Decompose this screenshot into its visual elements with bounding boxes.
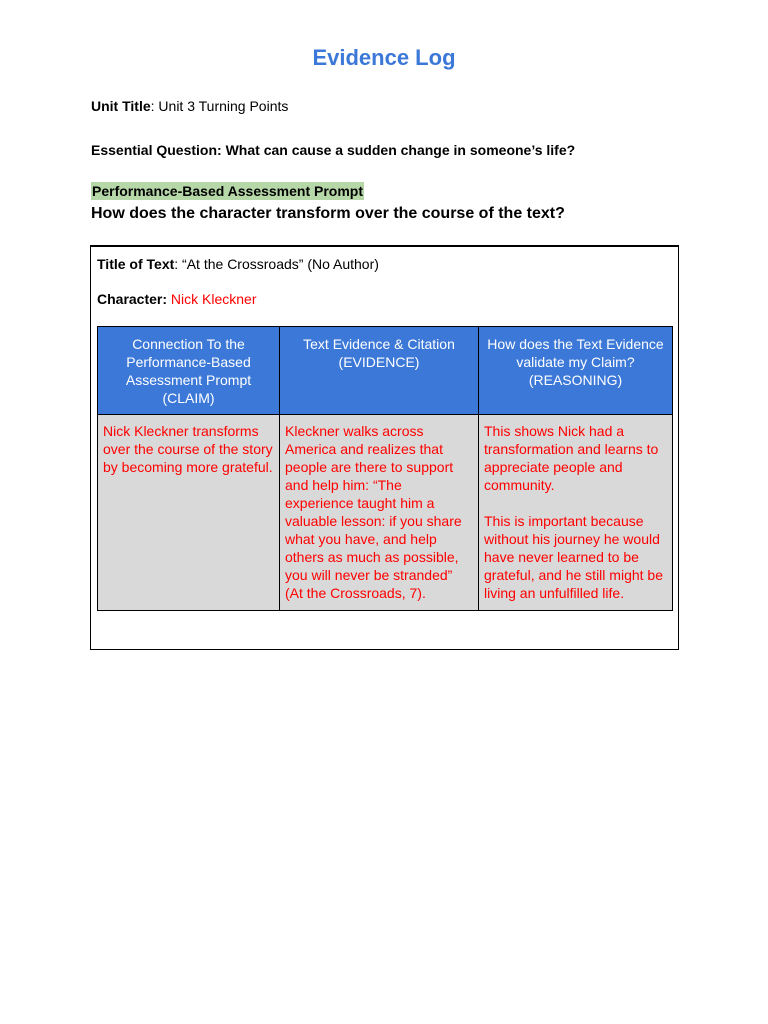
evidence-table — [97, 326, 673, 611]
unit-title-line — [91, 97, 288, 115]
claim-cell[interactable]: Nick Kleckner transforms over the course of the story by becoming more grateful. — [98, 415, 280, 611]
character-value: Nick Kleckner — [170, 291, 257, 307]
pba-label: Performance-Based Assessment Prompt — [92, 183, 364, 199]
evidence-cell[interactable]: Kleckner walks across America and realizes that people are there to support and help him: “The experience taught him a valuable lesson: if you share what you have, and help others as much as possible, you will never be stranded” (At the Crossroads, 7). — [280, 415, 479, 611]
unit-title-label: Unit Title — [91, 98, 151, 114]
reasoning-cell[interactable] — [479, 415, 673, 611]
title-of-text-value: : “At the Crossroads” (No Author) — [174, 256, 379, 272]
title-of-text-line — [97, 255, 379, 273]
claim-header: Connection To the Performance-Based Assessment Prompt (CLAIM) — [98, 327, 280, 415]
evidence-header: Text Evidence & Citation (EVIDENCE) — [280, 327, 479, 415]
evidence-log-box — [90, 245, 679, 650]
reasoning-paragraph-1: This shows Nick had a transformation and learns to appreciate people and community. — [484, 423, 659, 493]
character-label: Character: — [97, 291, 168, 307]
reasoning-paragraph-2: This is important because without his journey he would have never learned to be grateful, and he still might be living an unfulfilled life. — [484, 513, 663, 601]
unit-title-separator: : — [150, 98, 155, 114]
reasoning-header: How does the Text Evidence validate my Claim? (REASONING) — [479, 327, 673, 415]
table-row — [98, 415, 673, 611]
page-title: Evidence Log — [312, 45, 456, 70]
essential-question: Essential Question: What can cause a sudden change in someone’s life? — [91, 142, 576, 158]
unit-title-value: Unit 3 Turning Points — [154, 98, 289, 114]
table-header-row — [98, 327, 673, 415]
title-of-text-label: Title of Text — [97, 256, 175, 272]
character-line — [97, 290, 257, 308]
pba-prompt: How does the character transform over the course of the text? — [91, 205, 565, 222]
